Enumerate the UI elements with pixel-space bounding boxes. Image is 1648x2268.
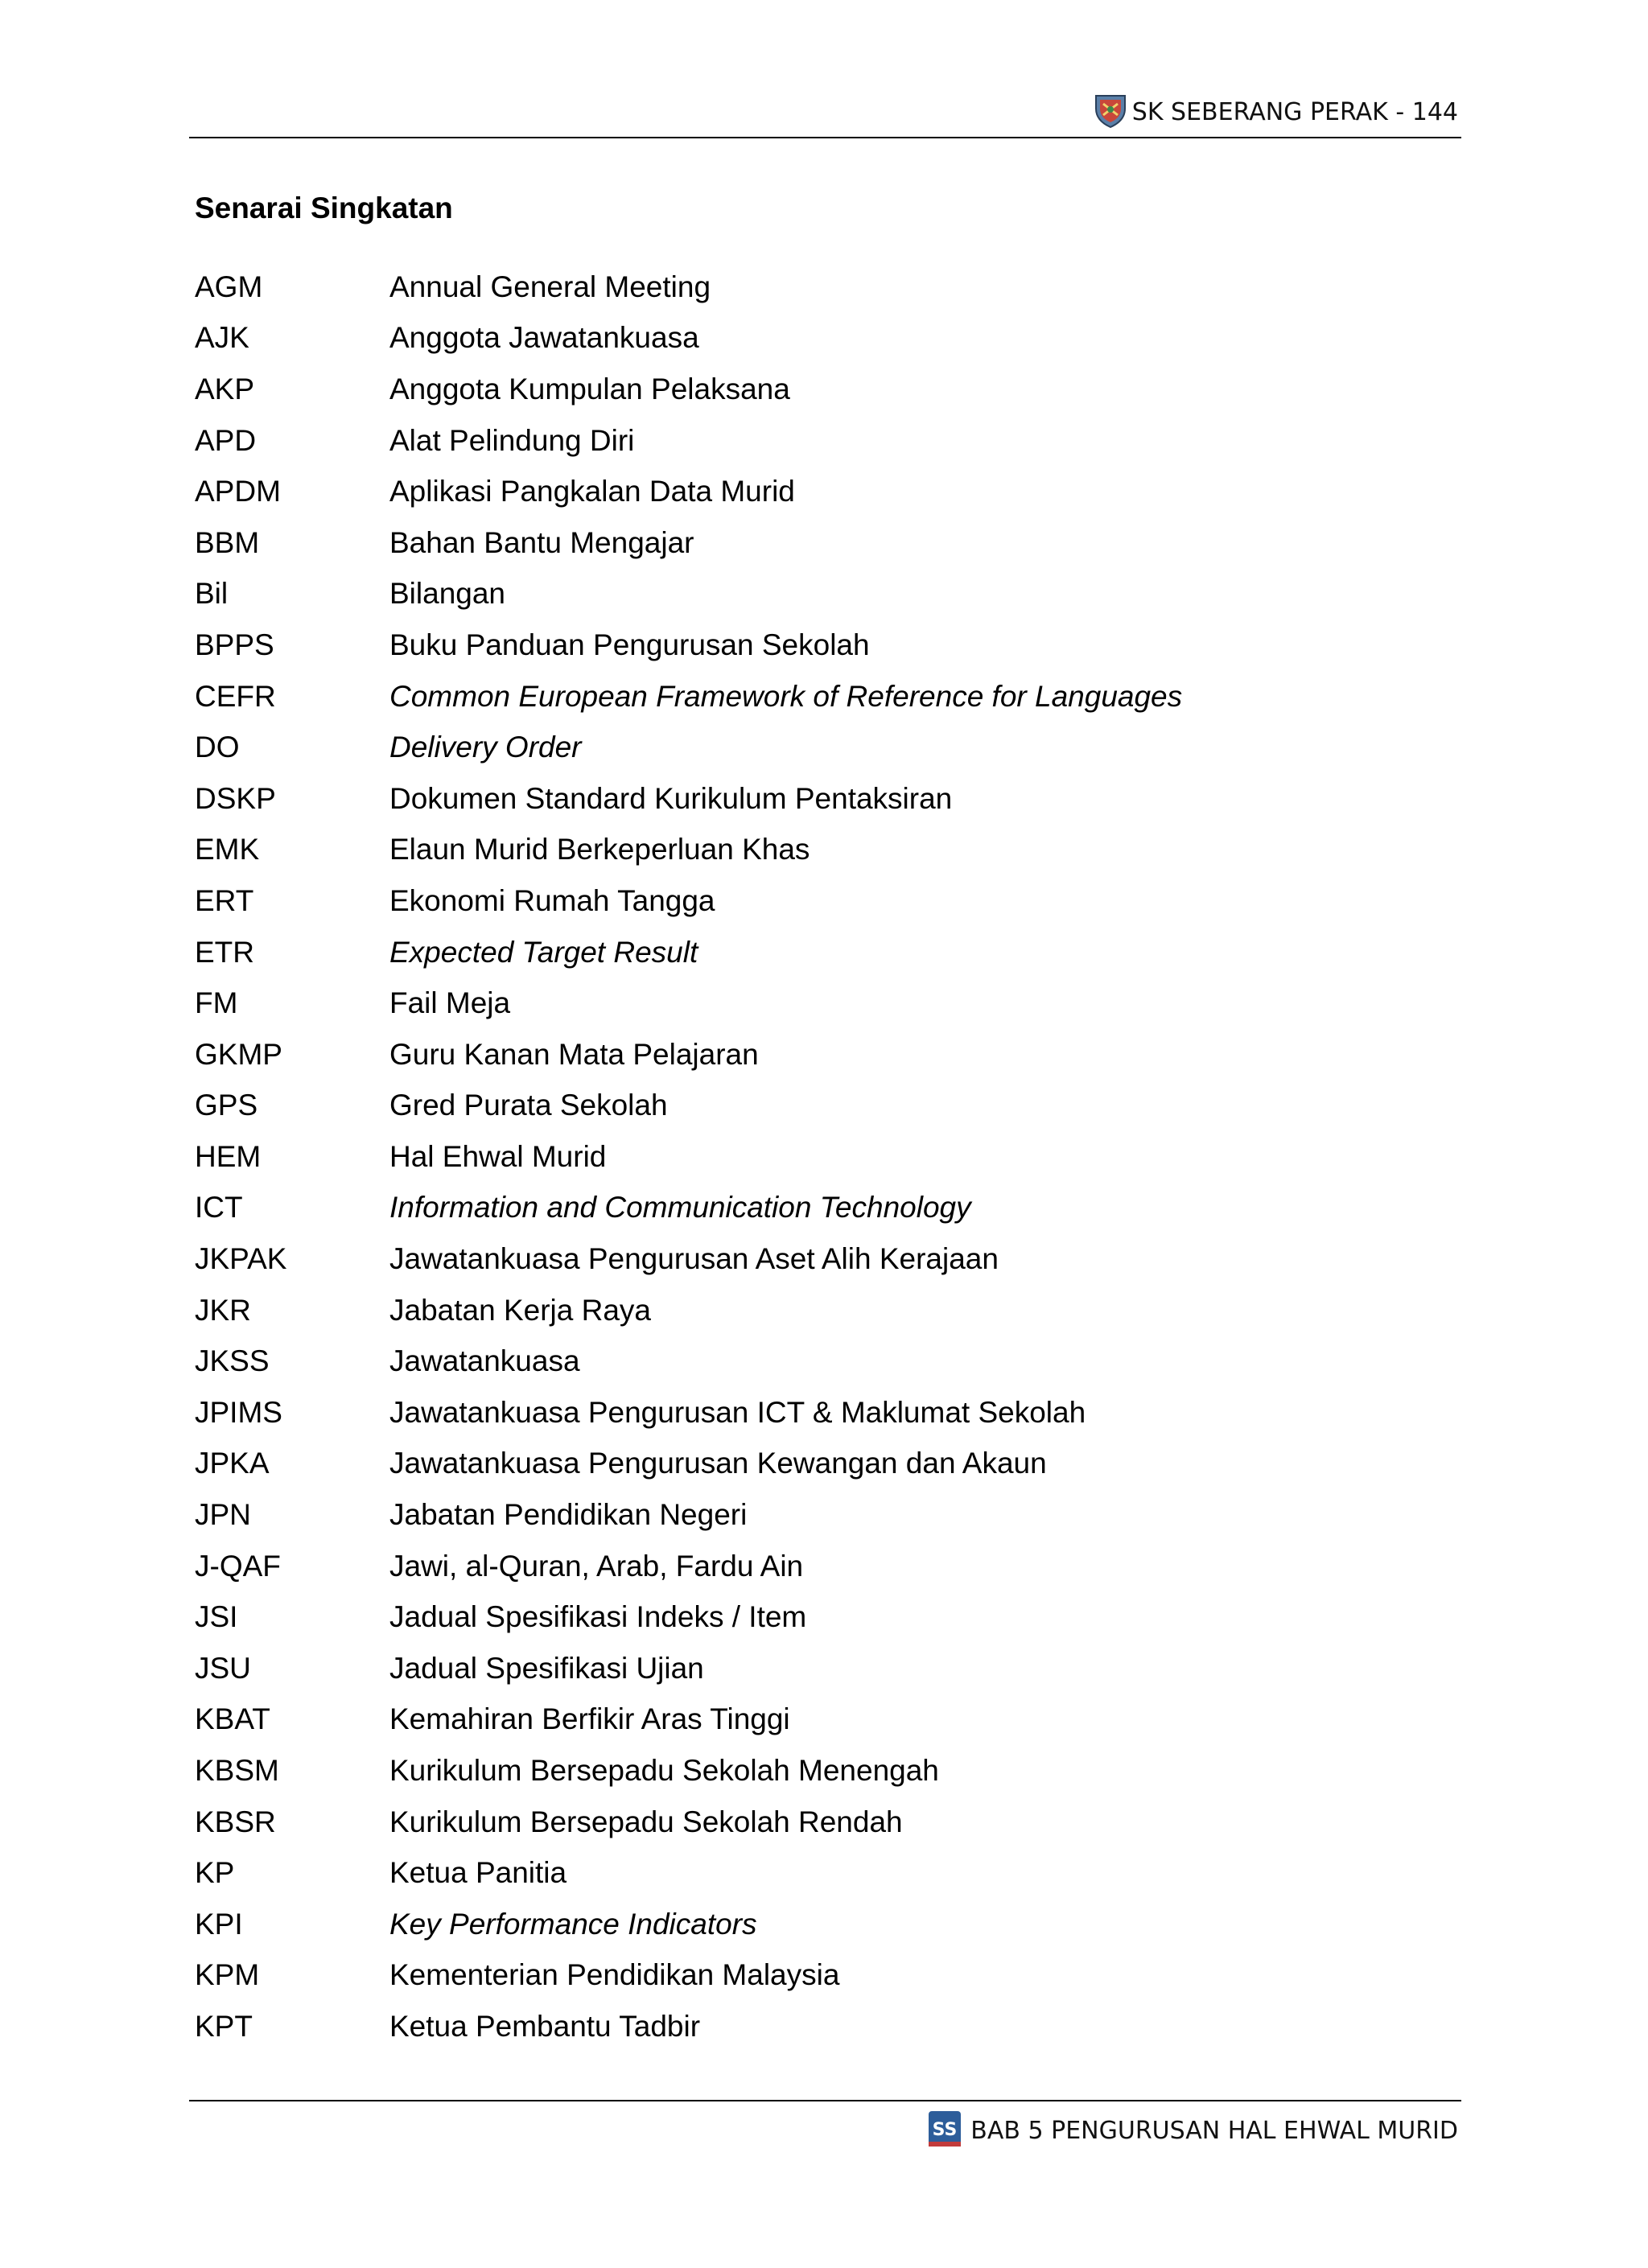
abbreviation-list: [195, 261, 1402, 2052]
abbreviation-code: AGM: [195, 270, 263, 303]
page-footer: [189, 2100, 1461, 2150]
abbreviation-meaning: Aplikasi Pangkalan Data Murid: [389, 475, 795, 508]
abbreviation-row: [195, 722, 1402, 773]
school-crest-icon: [1094, 93, 1127, 132]
abbreviation-code: GKMP: [195, 1037, 282, 1071]
abbreviation-meaning: Jawatankuasa Pengurusan ICT & Maklumat Sekolah: [389, 1395, 1086, 1429]
abbreviation-row: [195, 1387, 1402, 1439]
abbreviation-meaning: Expected Target Result: [389, 935, 698, 969]
abbreviation-row: [195, 261, 1402, 313]
abbreviation-meaning: Information and Communication Technology: [389, 1191, 971, 1225]
abbreviation-meaning: Alat Pelindung Diri: [389, 423, 635, 457]
abbreviation-code: JKPAK: [195, 1242, 287, 1276]
abbreviation-code: JPKA: [195, 1447, 270, 1480]
abbreviation-code: BPPS: [195, 628, 274, 661]
abbreviation-row: [195, 466, 1402, 517]
abbreviation-code: JSU: [195, 1651, 251, 1685]
abbreviation-code: JKR: [195, 1293, 251, 1327]
abbreviation-meaning: Ekonomi Rumah Tangga: [389, 883, 715, 917]
abbreviation-meaning: Key Performance Indicators: [389, 1907, 757, 1941]
abbreviation-meaning: Jawi, al-Quran, Arab, Fardu Ain: [389, 1549, 804, 1583]
abbreviation-row: [195, 1591, 1402, 1643]
header-right: [1094, 93, 1458, 132]
abbreviation-row: [195, 1285, 1402, 1336]
abbreviation-code: KPT: [195, 2009, 253, 2043]
header-page-label: SK SEBERANG PERAK - 144: [1131, 98, 1458, 126]
abbreviation-row: [195, 1541, 1402, 1592]
abbreviation-meaning: Kurikulum Bersepadu Sekolah Menengah: [389, 1754, 939, 1788]
abbreviation-code: Bil: [195, 577, 229, 611]
abbreviation-row: [195, 978, 1402, 1029]
abbreviation-meaning: Gred Purata Sekolah: [389, 1089, 668, 1122]
abbreviation-meaning: Ketua Pembantu Tadbir: [389, 2009, 701, 2043]
abbreviation-meaning: Hal Ehwal Murid: [389, 1139, 607, 1173]
abbreviation-row: [195, 1336, 1402, 1387]
abbreviation-code: APD: [195, 423, 257, 457]
abbreviation-row: [195, 1489, 1402, 1541]
abbreviation-code: CEFR: [195, 679, 276, 713]
abbreviation-row: [195, 825, 1402, 876]
abbreviation-meaning: Delivery Order: [389, 731, 582, 764]
abbreviation-code: JSI: [195, 1600, 238, 1634]
abbreviation-row: [195, 927, 1402, 978]
abbreviation-meaning: Anggota Jawatankuasa: [389, 321, 699, 355]
abbreviation-row: [195, 671, 1402, 722]
abbreviation-code: APDM: [195, 475, 281, 508]
abbreviation-row: [195, 1745, 1402, 1797]
abbreviation-code: ICT: [195, 1191, 243, 1225]
abbreviation-meaning: Kementerian Pendidikan Malaysia: [389, 1958, 840, 1992]
page-header: [189, 90, 1461, 138]
abbreviation-code: AKP: [195, 372, 255, 405]
abbreviation-row: [195, 1797, 1402, 1848]
svg-text:SS: SS: [932, 2120, 958, 2140]
abbreviation-code: AJK: [195, 321, 249, 355]
abbreviation-code: KBSM: [195, 1754, 279, 1788]
abbreviation-row: [195, 1029, 1402, 1080]
abbreviation-row: [195, 364, 1402, 415]
abbreviation-row: [195, 1439, 1402, 1490]
abbreviation-code: GPS: [195, 1089, 258, 1122]
abbreviation-meaning: Kemahiran Berfikir Aras Tinggi: [389, 1702, 790, 1736]
footer-right: [927, 2110, 1458, 2152]
abbreviation-meaning: Jabatan Kerja Raya: [389, 1293, 651, 1327]
abbreviation-row: [195, 1080, 1402, 1132]
abbreviation-meaning: Kurikulum Bersepadu Sekolah Rendah: [389, 1805, 903, 1838]
abbreviation-row: [195, 569, 1402, 620]
abbreviation-meaning: Guru Kanan Mata Pelajaran: [389, 1037, 759, 1071]
footer-chapter-label: BAB 5 PENGURUSAN HAL EHWAL MURID: [970, 2117, 1458, 2145]
abbreviation-row: [195, 2001, 1402, 2052]
abbreviation-code: DSKP: [195, 781, 276, 815]
abbreviation-row: [195, 517, 1402, 569]
abbreviation-code: ETR: [195, 935, 254, 969]
abbreviation-code: EMK: [195, 833, 260, 866]
abbreviation-row: [195, 1643, 1402, 1694]
abbreviation-code: FM: [195, 986, 238, 1020]
abbreviation-row: [195, 1899, 1402, 1950]
abbreviation-meaning: Jadual Spesifikasi Indeks / Item: [389, 1600, 807, 1634]
abbreviation-code: JPIMS: [195, 1395, 282, 1429]
abbreviation-row: [195, 1847, 1402, 1899]
abbreviation-row: [195, 619, 1402, 671]
abbreviation-code: KPM: [195, 1958, 260, 1992]
abbreviation-meaning: Bilangan: [389, 577, 506, 611]
page-title: Senarai Singkatan: [195, 191, 453, 224]
abbreviation-row: [195, 313, 1402, 364]
abbreviation-row: [195, 1950, 1402, 2002]
abbreviation-code: KBSR: [195, 1805, 276, 1838]
abbreviation-code: KBAT: [195, 1702, 270, 1736]
abbreviation-code: BBM: [195, 525, 260, 559]
abbreviation-meaning: Bahan Bantu Mengajar: [389, 525, 694, 559]
abbreviation-row: [195, 1694, 1402, 1746]
abbreviation-meaning: Annual General Meeting: [389, 270, 711, 303]
abbreviation-code: KP: [195, 1856, 235, 1890]
abbreviation-meaning: Common European Framework of Reference for Languages: [389, 679, 1183, 713]
abbreviation-row: [195, 1233, 1402, 1285]
abbreviation-code: JKSS: [195, 1344, 270, 1378]
school-logo-icon: [927, 2110, 962, 2152]
abbreviation-row: [195, 875, 1402, 927]
abbreviation-meaning: Jabatan Pendidikan Negeri: [389, 1498, 748, 1532]
abbreviation-meaning: Buku Panduan Pengurusan Sekolah: [389, 628, 870, 661]
abbreviation-meaning: Jawatankuasa Pengurusan Aset Alih Kerajaan: [389, 1242, 999, 1276]
abbreviation-meaning: Jawatankuasa Pengurusan Kewangan dan Akaun: [389, 1447, 1047, 1480]
abbreviation-meaning: Ketua Panitia: [389, 1856, 567, 1890]
abbreviation-meaning: Anggota Kumpulan Pelaksana: [389, 372, 790, 405]
abbreviation-row: [195, 1131, 1402, 1183]
abbreviation-code: HEM: [195, 1139, 262, 1173]
abbreviation-code: ERT: [195, 883, 254, 917]
abbreviation-row: [195, 415, 1402, 467]
abbreviation-row: [195, 1183, 1402, 1234]
abbreviation-meaning: Jawatankuasa: [389, 1344, 580, 1378]
abbreviation-code: JPN: [195, 1498, 251, 1532]
abbreviation-meaning: Jadual Spesifikasi Ujian: [389, 1651, 704, 1685]
abbreviation-meaning: Elaun Murid Berkeperluan Khas: [389, 833, 810, 866]
abbreviation-meaning: Dokumen Standard Kurikulum Pentaksiran: [389, 781, 953, 815]
abbreviation-code: DO: [195, 731, 240, 764]
abbreviation-row: [195, 773, 1402, 825]
abbreviation-meaning: Fail Meja: [389, 986, 511, 1020]
abbreviation-code: KPI: [195, 1907, 243, 1941]
abbreviation-code: J-QAF: [195, 1549, 281, 1583]
